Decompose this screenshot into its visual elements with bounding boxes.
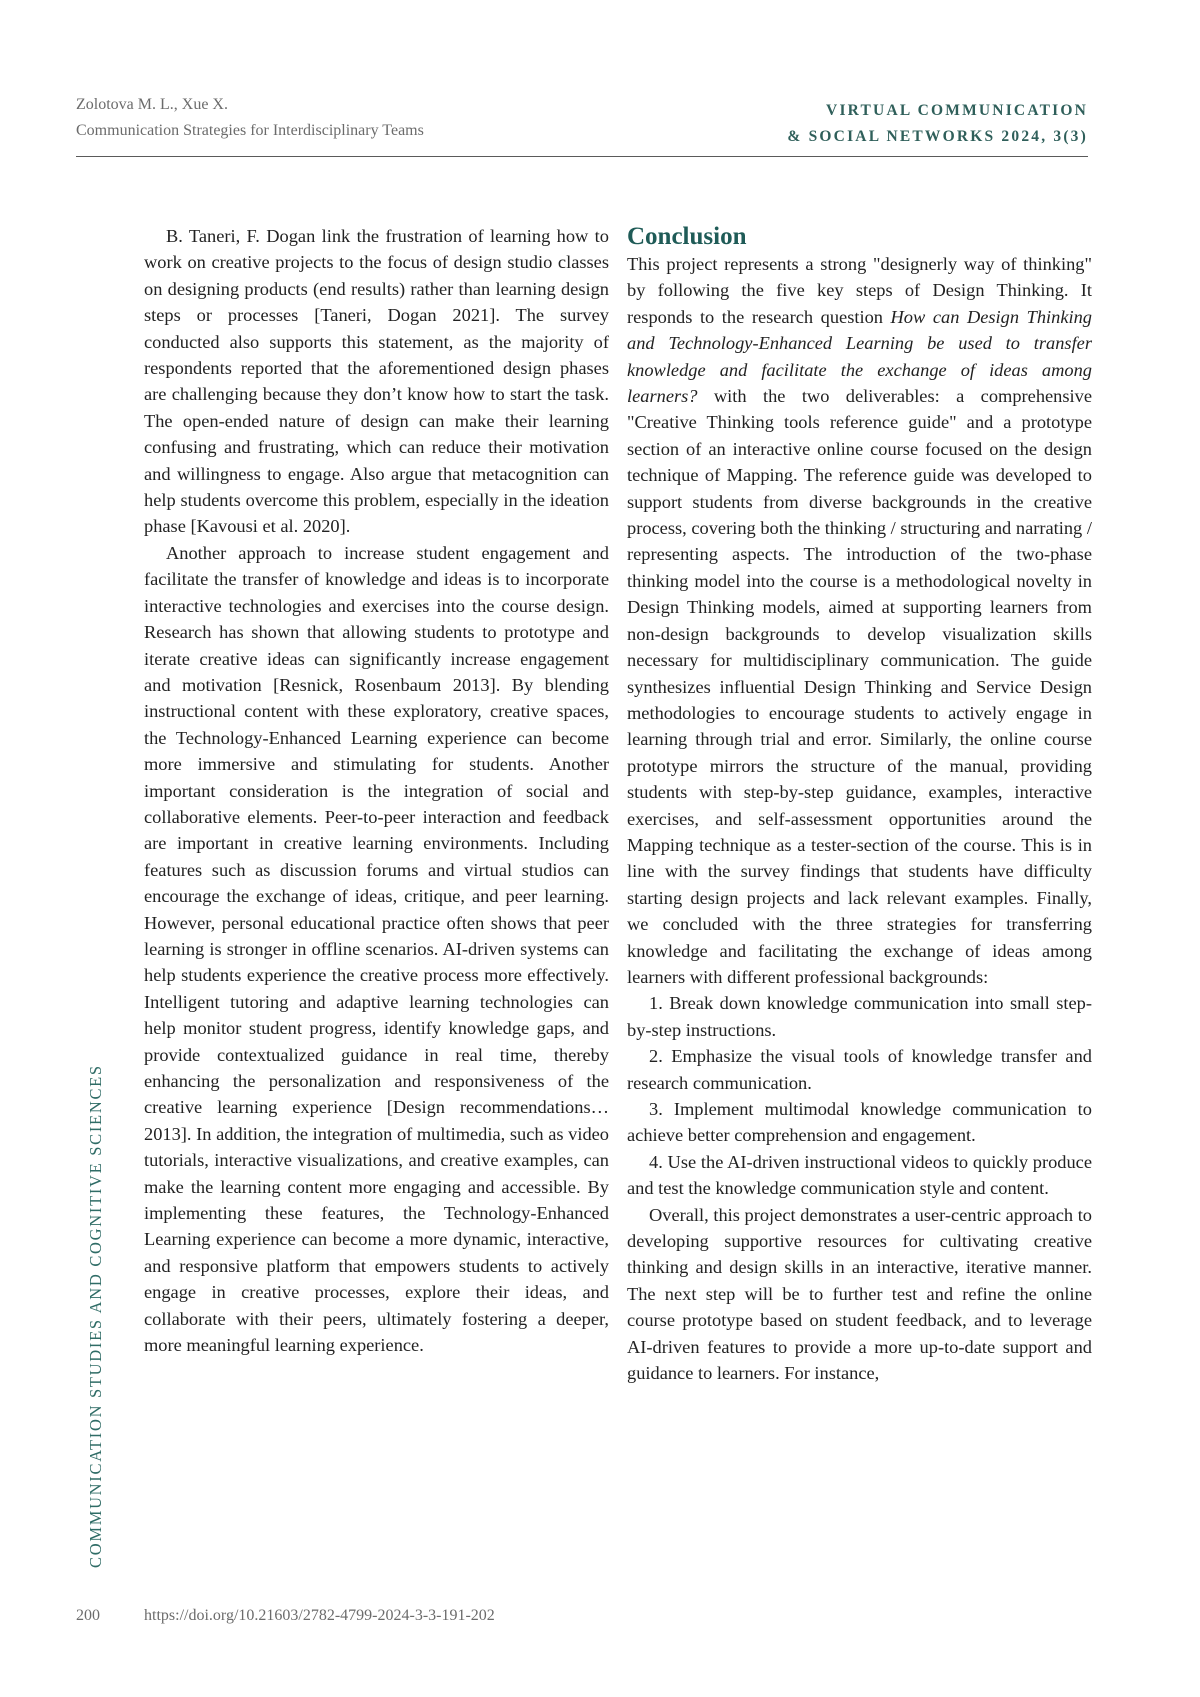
right-column [627,223,1092,1386]
side-section-label: COMMUNICATION STUDIES AND COGNITIVE SCIENCES [86,1064,105,1568]
conclusion-paragraph-1 [627,251,1092,990]
doi-link[interactable]: https://doi.org/10.21603/2782-4799-2024-3-3-191-202 [144,1607,495,1624]
conclusion-text-b: with the two deliverables: a comprehensive "Creative Thinking tools reference guide" and a prototype section of an interactive online course focused on the design technique of Mapping. The reference guide was developed to support students from diverse backgrounds in the creative process, covering both the thinking / structuring and narrating / representing aspects. The introduction of the two-phase thinking model into the course is a methodological novelty in Design Thinking models, aimed at supporting learners from non-design backgrounds to develop visualization skills necessary for multidisciplinary communication. The guide synthesizes influential Design Thinking and Service Design methodologies to encourage students to actively engage in learning through trial and error. Similarly, the online course prototype mirrors the structure of the manual, providing students with step-by-step guidance, examples, interactive exercises, and self-assessment opportunities around the Mapping technique as a tester-section of the course. This is in line with the survey findings that students have difficulty starting design projects and lack relevant examples. Finally, we concluded with the three strategies for transferring knowledge and facilitating the exchange of ideas among learners with different professional backgrounds: [627,386,1092,987]
strategy-item-3: 3. Implement multimodal knowledge communication to achieve better comprehension and engagement. [627,1099,1092,1146]
header-authors: Zolotova M. L., Xue X. [76,96,228,113]
header-article-title: Communication Strategies for Interdisciplinary Teams [76,122,424,139]
left-column [144,223,609,1358]
page-number: 200 [76,1607,100,1624]
strategy-item-1: 1. Break down knowledge communication into small step-by-step instructions. [627,993,1092,1040]
conclusion-heading: Conclusion [627,223,747,250]
conclusion-paragraph-last: Overall, this project demonstrates a user-centric approach to developing supportive resources for cultivating creative thinking and design skills in an interactive, iterative manner. The next step will be to further test and refine the online course prototype based on student feedback, and to leverage AI-driven features to provide a more up-to-date support and guidance to learners. For instance, [627,1204,1092,1384]
left-paragraph-1: B. Taneri, F. Dogan link the frustration of learning how to work on creative projects to the focus of design studio classes on designing products (end results) rather than learning design steps or processes [Taneri, Dogan 2021]. The survey conducted also supports this statement, as the majority of respondents reported that the aforementioned design phases are challenging because they don’t know how to start the task. The open-ended nature of design can make their learning confusing and frustrating, which can reduce their motivation and willingness to engage. Also argue that metacognition can help students overcome this problem, especially in the ideation phase [Kavousi et al. 2020]. [144,226,609,537]
conclusion-text-a: This project represents a strong "designerly way of thinking" by following the five key steps of Design Thinking. It responds to the research question [627,254,1092,327]
running-header-left [76,92,424,144]
header-divider [76,156,1088,157]
strategy-item-4: 4. Use the AI-driven instructional videos to quickly produce and test the knowledge communication style and content. [627,1151,1092,1199]
strategy-item-2: 2. Emphasize the visual tools of knowledge transfer and research communication. [627,1046,1092,1093]
journal-name [787,98,1088,150]
journal-name-line1: VIRTUAL COMMUNICATION [826,102,1088,119]
journal-name-line2: & SOCIAL NETWORKS 2024, 3(3) [787,128,1088,145]
research-question: How can Design Thinking and Technology-Enhanced Learning be used to transfer knowledge and facilitate the exchange of ideas among learners? [627,306,1092,407]
left-paragraph-2: Another approach to increase student engagement and facilitate the transfer of knowledge and ideas is to incorporate interactive technologies and exercises into the course design. Research has shown that allowing students to prototype and iterate creative ideas can significantly increase engagement and motivation [Resnick, Rosenbaum 2013]. By blending instructional content with these exploratory, creative spaces, the Technology-Enhanced Learning experience can become more immersive and stimulating for students. Another important consideration is the integration of social and collaborative elements. Peer-to-peer interaction and feedback are important in creative learning environments. Including features such as discussion forums and virtual studios can encourage the exchange of ideas, critique, and peer learning. However, personal educational practice often shows that peer learning is stronger in offline scenarios. AI-driven systems can help students experience the creative process more effectively. Intelligent tutoring and adaptive learning technologies can help monitor student progress, identify knowledge gaps, and provide contextualized guidance in real time, thereby enhancing the personalization and responsiveness of the creative learning experience [Design recommendations… 2013]. In addition, the integration of multimedia, such as video tutorials, interactive visualizations, and creative examples, can make the learning content more engaging and accessible. By implementing these features, the Technology-Enhanced Learning experience can become a more dynamic, interactive, and responsive platform that empowers students to actively engage in creative processes, explore their ideas, and collaborate with their peers, ultimately fostering a deeper, more meaningful learning experience. [144,542,609,1356]
